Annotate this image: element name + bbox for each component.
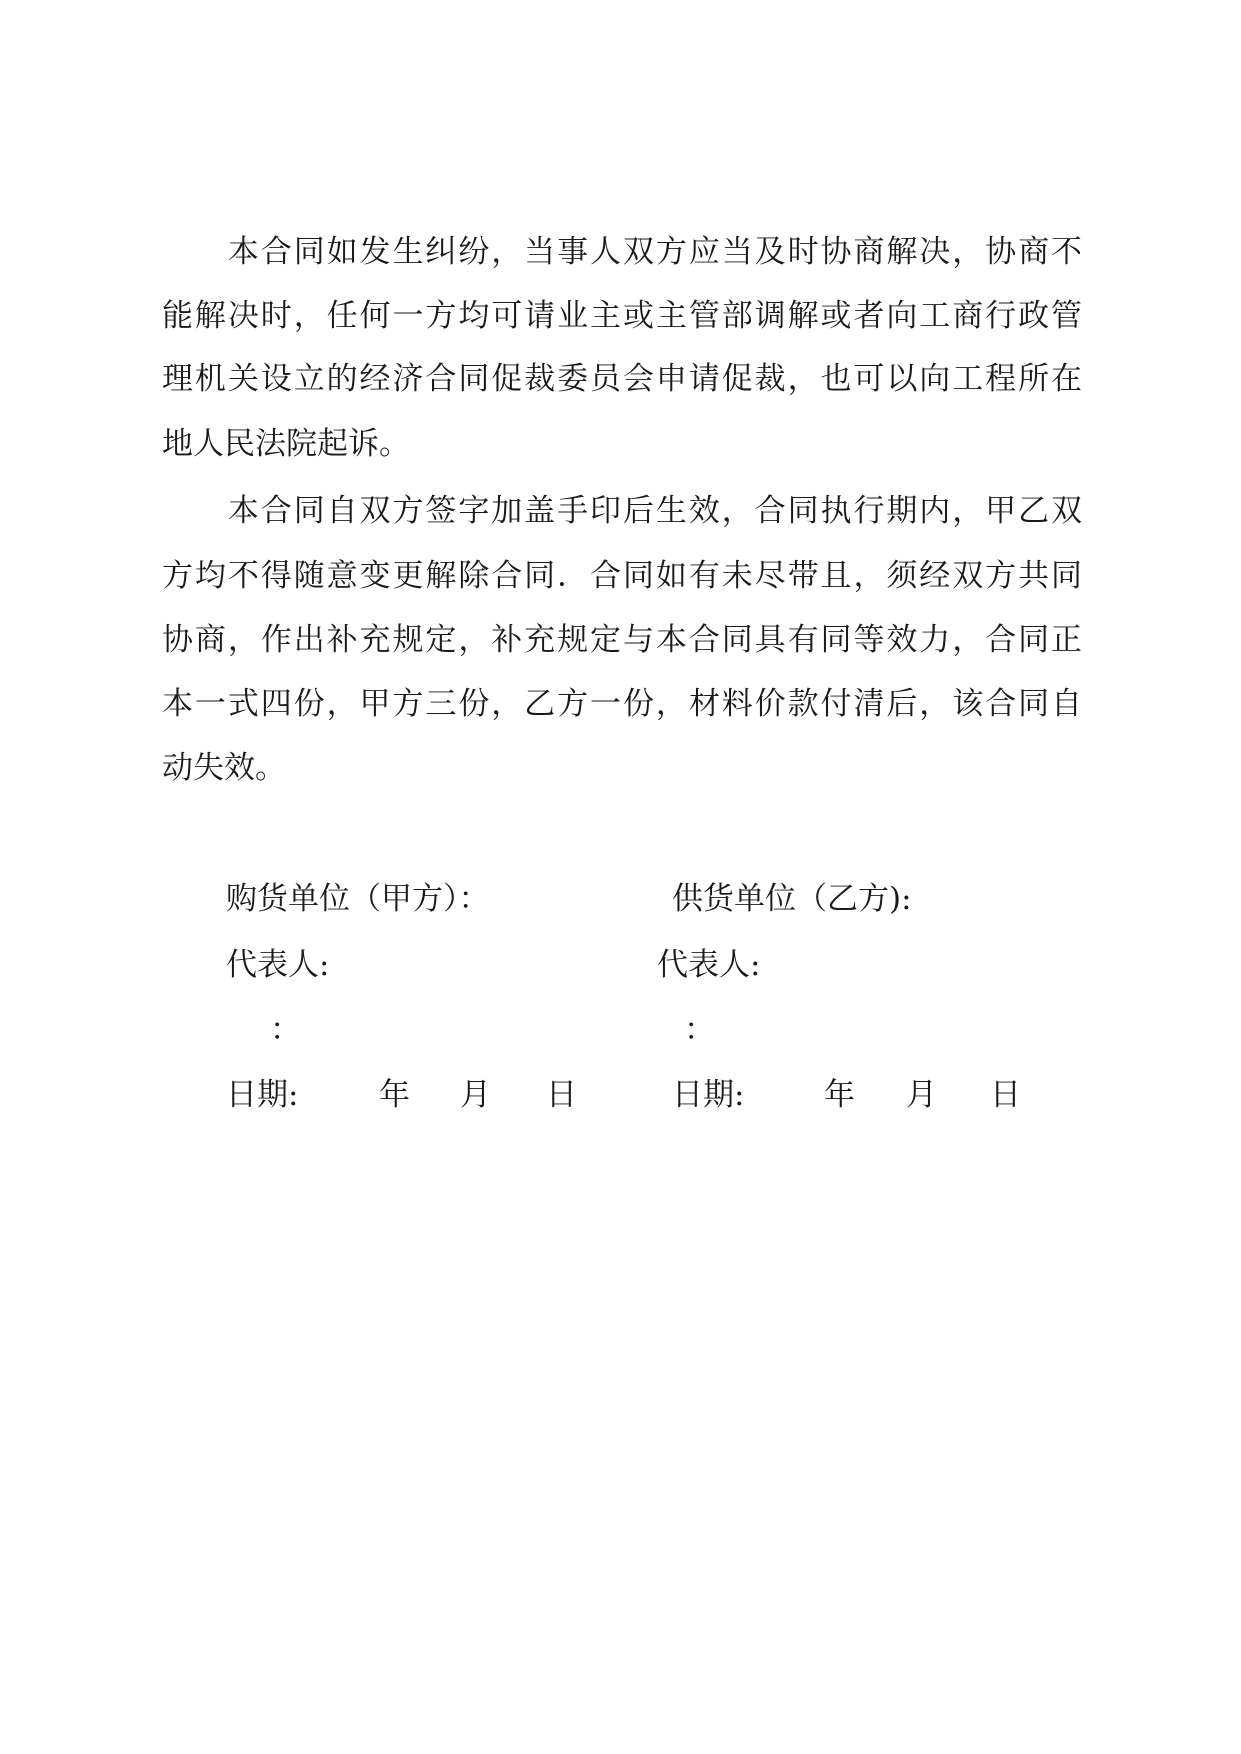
party-b-month-label: 月 <box>906 1077 937 1113</box>
paragraph-2-line-1: 本合同自双方签字加盖手印后生效，合同执行期内，甲乙双 <box>162 493 1082 529</box>
party-a-unit-label: 购货单位（甲方）： <box>226 881 490 917</box>
party-a-day-label: 日 <box>546 1077 577 1113</box>
paragraph-1-line-1: 本合同如发生纠纷，当事人双方应当及时协商解决，协商不 <box>162 234 1082 270</box>
party-a-year-label: 年 <box>379 1077 410 1113</box>
party-b-day-label: 日 <box>990 1077 1021 1113</box>
party-b-colon: ： <box>684 1012 715 1048</box>
party-a-colon: ： <box>270 1012 301 1048</box>
paragraph-1-line-3: 理机关设立的经济合同促裁委员会申请促裁，也可以向工程所在 <box>162 361 1082 397</box>
party-b-year-label: 年 <box>824 1077 855 1113</box>
paragraph-1-line-4: 地人民法院起诉。 <box>162 426 410 462</box>
paragraph-1-line-2: 能解决时，任何一方均可请业主或主管部调解或者向工商行政管 <box>162 298 1082 334</box>
paragraph-2-line-3: 协商，作出补充规定，补充规定与本合同具有同等效力，合同正 <box>162 622 1082 658</box>
paragraph-2-line-2: 方均不得随意变更解除合同．合同如有未尽带且，须经双方共同 <box>162 558 1082 594</box>
party-a-month-label: 月 <box>460 1077 491 1113</box>
paragraph-2-line-4: 本一式四份，甲方三份，乙方一份，材料价款付清后，该合同自 <box>162 686 1082 722</box>
party-a-date-label: 日期: <box>226 1077 299 1113</box>
party-b-representative-label: 代表人: <box>657 947 761 983</box>
party-a-representative-label: 代表人: <box>226 947 330 983</box>
paragraph-2-line-5: 动失效。 <box>162 750 286 786</box>
party-b-unit-label: 供货单位（乙方): <box>672 881 912 917</box>
party-b-date-label: 日期: <box>672 1077 745 1113</box>
